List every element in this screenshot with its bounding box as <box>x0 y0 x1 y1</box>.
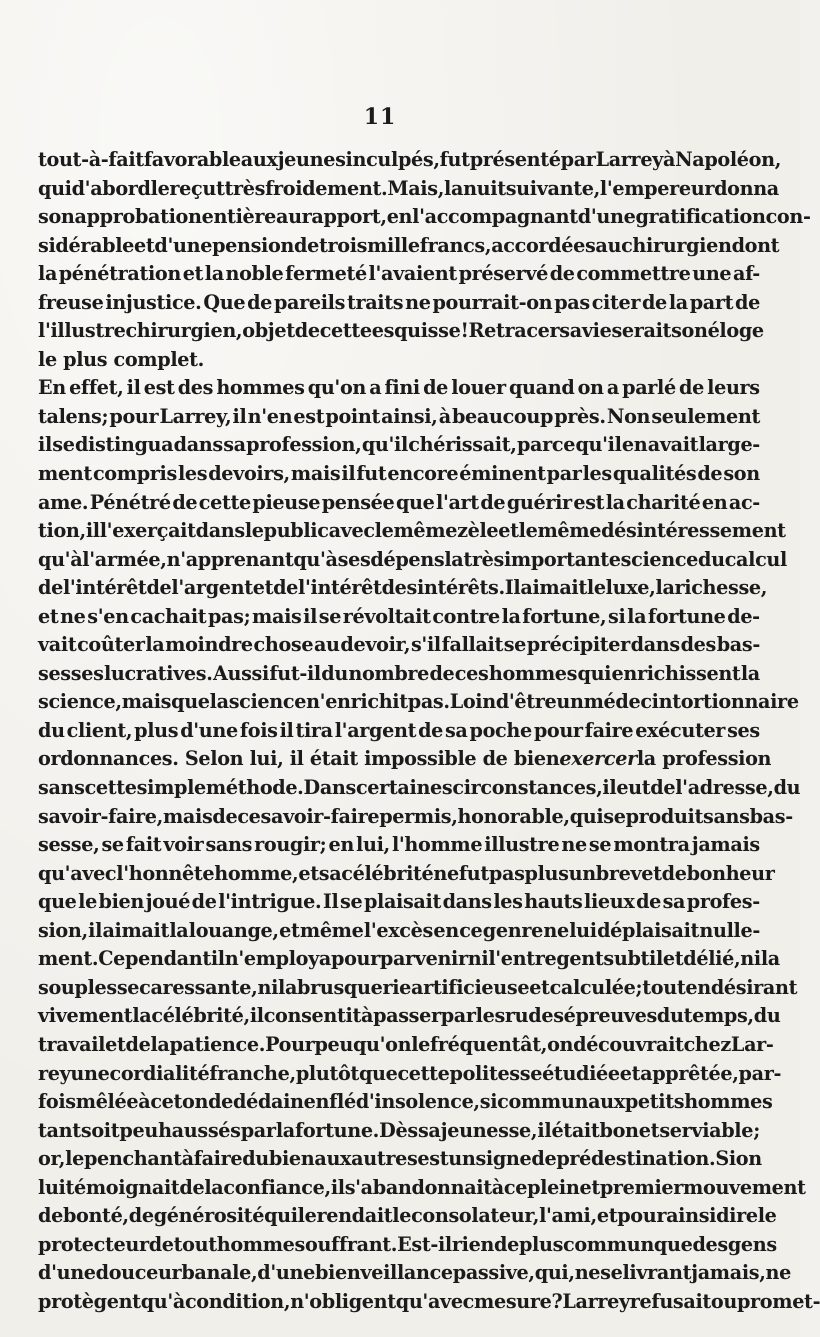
text-line: qu'à l'armée, n'apprenant qu'à ses dépens la très importante science du calcul <box>38 547 787 571</box>
page-number: 11 <box>363 104 397 130</box>
text-line: or, le penchant à faire du bien aux autres est un signe de prédestination. Si on <box>38 1147 762 1171</box>
text-line: tout-à-fait favorable aux jeunes inculpés, fut présenté par Larrey à Napoléon, <box>38 148 782 171</box>
text-line: travail et de la patience. Pour peu qu'on le fréquentât, on découvrait chez Lar- <box>38 1032 774 1056</box>
text-line: sion, il aimait la louange, et même l'excès en ce genre ne lui déplaisait nulle- <box>38 918 760 942</box>
text-line: d'une douceur banale, d'une bienveillance passive, qui, ne se livrant jamais, ne <box>38 1261 792 1285</box>
text-line: ame. Pénétré de cette pieuse pensée que l'art de guérir est la charité en ac- <box>38 490 760 514</box>
text-line: En effet, il est des hommes qu'on a fini de louer quand on a parlé de leurs <box>38 376 760 400</box>
text-line: protecteur de tout homme souffrant. Est-il rien de plus commun que des gens <box>38 1232 777 1256</box>
text-line: de bonté, de générosité qui le rendait le consolateur, l'ami, et pour ainsi dire le <box>38 1204 777 1228</box>
text-line: science, mais que la science n'enrichit pas. Loin d'être un médecin tortionnaire <box>38 690 799 714</box>
text-line: savoir-faire, mais de ce savoir-faire permis, honorable, qui se produit sans bas- <box>38 804 793 828</box>
text-line: freuse injustice. Que de pareils traits ne pourrait-on pas citer de la part de <box>38 290 760 314</box>
text-line: sans cette simple méthode. Dans certaines circonstances, il eut de l'adresse, du <box>38 776 801 800</box>
text-line: ment compris les devoirs, mais il fut encore éminent par les qualités de son <box>38 462 760 486</box>
text-line: talens; pour Larrey, il n'en est point ainsi, à beaucoup près. Non seulement <box>38 404 760 428</box>
body-text <box>38 146 820 1316</box>
text-line: la pénétration et la noble fermeté l'avaient préservé de commettre une af- <box>38 262 760 286</box>
text-line: l'illustre chirurgien, objet de cette esquisse ! Retracer sa vie serait son éloge <box>38 319 764 343</box>
text-line: de l'intérêt de l'argent et de l'intérêt des intérêts. Il aimait le luxe, la richesse, <box>38 576 768 600</box>
text-line: souplesse caressante, ni la brusquerie artificieuse et calculée; tout en désirant <box>38 975 798 999</box>
text-line: vait coûter la moindre chose au devoir, s'il fallait se précipiter dans des bas- <box>38 633 760 657</box>
text-line: ment. Cependant il n'employa pour parvenir ni l'entregent subtil et délié, ni la <box>38 947 780 971</box>
text-line: fois mêlée à ce ton de dédain enflé d'insolence, si commun aux petits hommes <box>38 1090 773 1114</box>
text-line: tant soit peu haussés par la fortune. Dès sa jeunesse, il était bon et serviable ; <box>38 1118 760 1142</box>
text-line: tion, il l'exerçait dans le public avec le même zèle et le même désintéressement <box>38 519 786 543</box>
text-line: vivement la célébrité, il consentit à passer par les rudes épreuves du temps, du <box>38 1004 781 1028</box>
text-line: le plus complet. <box>38 347 204 371</box>
text-line: il se distingua dans sa profession, qu'il chérissait, parce qu'il en avait large- <box>38 433 760 457</box>
text-line: son approbation entière au rapport, en l'accompagnant d'une gratification con- <box>38 205 811 229</box>
text-line: rey une cordialité franche, plutôt que cette politesse étudiée et apprêtée, par- <box>38 1061 782 1085</box>
text-line: sesse, se fait voir sans rougir; en lui, l'homme illustre ne se montra jamais <box>38 833 760 857</box>
text-line: lui témoignait de la confiance, il s'abandonnait à ce plein et premier mouvement <box>38 1175 806 1199</box>
text-line: qui d'abord le reçut très froidement. Mais, la nuit suivante, l'empereur donna <box>38 176 779 200</box>
text-line: ordonnances. Selon lui, il était impossible de bien exercer la profession <box>38 745 760 774</box>
text-line: que le bien joué de l'intrigue. Il se plaisait dans les hauts lieux de sa profes- <box>38 890 760 914</box>
text-line: et ne s'en cachait pas; mais il se révoltait contre la fortune, si la fortune de- <box>38 604 760 628</box>
text-line: du client, plus d'une fois il tira l'argent de sa poche pour faire exécuter ses <box>38 718 760 742</box>
text-line: sesses lucratives. Aussi fut-il du nombre de ces hommes qui enrichissent la <box>38 661 760 685</box>
italic-word: exercer <box>559 747 637 771</box>
text-line: qu'avec l'honnête homme, et sa célébrité ne fut pas plus un brevet de bonheur <box>38 861 775 885</box>
text-line: protègent qu'à condition, n'obligent qu'avec mesure? Larrey refusait ou promet- <box>38 1289 820 1313</box>
text-line: sidérable et d'une pension de trois mille francs, accordées au chirurgien dont <box>38 233 780 257</box>
